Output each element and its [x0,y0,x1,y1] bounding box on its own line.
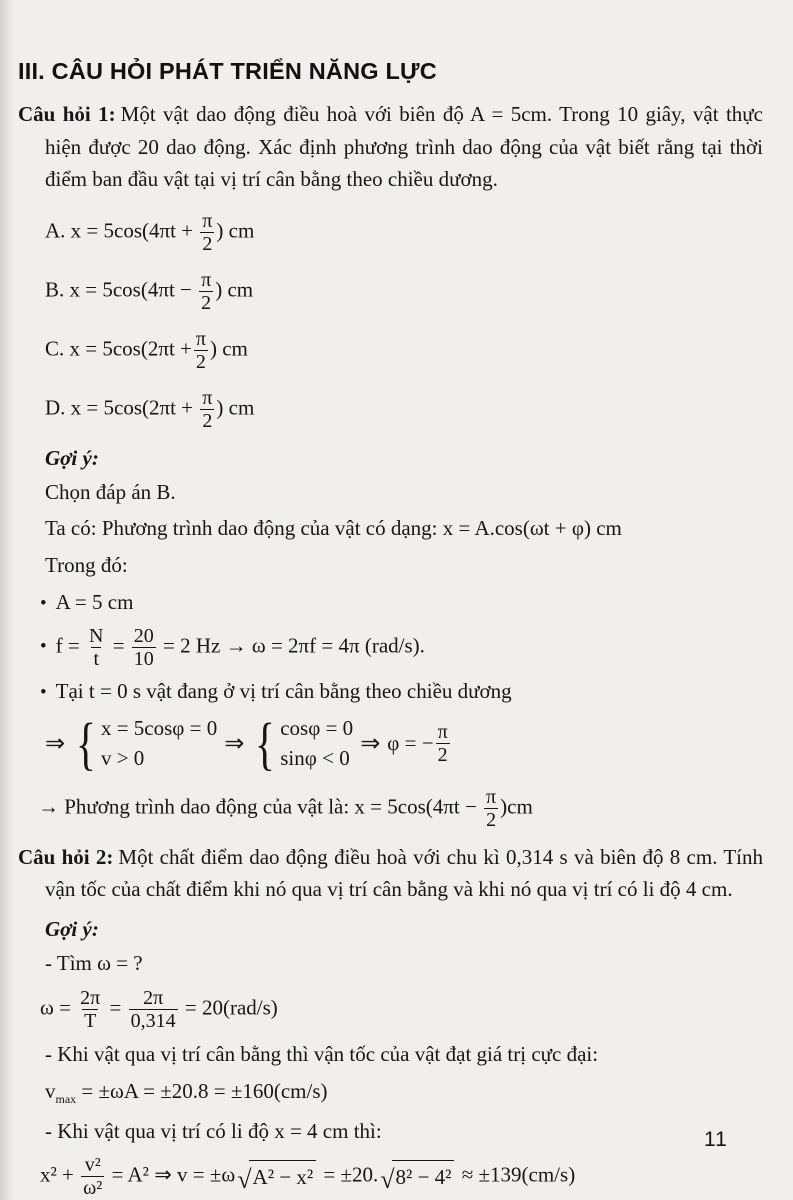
fraction [436,721,450,766]
radical-icon: √ [380,1165,395,1194]
radicand: A² − x² [249,1160,317,1193]
freq-pre: f = [55,633,85,658]
fraction-denominator: 2 [437,744,448,767]
question-1 [18,98,763,196]
choice-a-post: ) cm [216,217,255,242]
case-system-1 [72,711,218,777]
case-line: cosφ = 0 [280,716,354,741]
vmax-intro-line: - Khi vật qua vị trí cân bằng thì vận tốc của vật đạt giá trị cực đại: [45,1041,599,1066]
fraction-denominator: 2 [486,808,497,831]
freq-post: = 2 Hz → ω = 2πf = 4π (rad/s). [157,633,425,658]
fraction-denominator: T [84,1009,97,1032]
vmax-symbol: v [45,1079,56,1104]
initial-condition-text: Tại t = 0 s vật đang ở vị trí cân bằng theo chiều dương [55,679,512,704]
choice-b [45,269,763,314]
fraction [200,210,214,255]
amplitude-line [40,588,763,618]
question-2-text: Một chất điểm dao động điều hoà với chu kì 0,314 s và biên độ 8 cm. Tính vận tốc của chất điểm khi nó qua vị trí cân bằng và khi nó qua vị trí có li độ 4 cm. [45,844,763,902]
velocity-equation [40,1154,763,1199]
fraction [484,786,498,831]
veq-mid: = A² ⇒ v = ±ω [106,1162,236,1187]
veq-mid2: = ±20. [318,1162,379,1187]
omega-equation [40,987,763,1032]
hint-label-q1: Gợi ý: [45,445,99,470]
fraction-numerator: π [202,386,213,409]
bullet-icon: • [40,682,47,704]
implies-arrow-icon: ⇒ [45,731,66,758]
radical-icon: √ [237,1165,252,1194]
choice-c-post: ) cm [209,335,248,360]
amplitude-value: A = 5 cm [55,590,134,615]
omega-mid: = [104,994,127,1019]
fraction-numerator: π [486,785,497,808]
vmax-subscript: max [55,1092,77,1107]
final-equation-q1 [38,786,763,831]
choice-a-pre: A. x = 5cos(4πt + [45,217,199,242]
veq-post: ≈ ±139(cm/s) [456,1162,576,1187]
case-line: sinφ < 0 [280,745,350,770]
fraction [132,625,156,670]
fraction-numerator: 20 [133,625,154,648]
fraction-denominator: 2 [195,350,206,373]
square-root [380,1160,454,1193]
case-column [101,714,217,774]
case-line: x = 5cosφ = 0 [100,716,218,741]
fraction-denominator: 10 [133,648,154,671]
choice-d-pre: D. x = 5cos(2πt + [45,394,199,419]
radicand: 8² − 4² [392,1160,455,1193]
vmax-equation [45,1077,763,1108]
phase-conclusion [387,721,451,766]
implies-arrow-icon: ⇒ [224,731,245,758]
case-system-2 [251,711,354,777]
fraction [194,328,208,373]
choice-d [45,387,763,432]
fraction [199,269,213,314]
fraction-numerator: π [201,268,212,291]
li-do-intro-line: - Khi vật qua vị trí có li độ x = 4 cm thì: [45,1118,382,1143]
fraction-numerator: N [89,625,104,648]
system-of-equations [38,711,763,777]
question-2-label: Câu hỏi 2: [18,844,114,869]
hint-label-q2: Gợi ý: [45,916,99,941]
left-brace-icon: { [76,711,97,777]
bullet-icon: • [40,636,47,658]
case-column [280,714,353,774]
fraction [129,987,178,1032]
fraction-numerator: 2π [80,986,101,1009]
implies-arrow-icon: ⇒ [360,731,381,758]
fraction-numerator: 2π [143,986,164,1009]
equation-form-line: Ta có: Phương trình dao động của vật có dạng: x = A.cos(ωt + φ) cm [45,516,622,541]
question-2 [18,841,763,906]
fraction-denominator: 0,314 [130,1009,176,1032]
veq-pre: x² + [40,1162,80,1187]
page-number: 11 [704,1128,728,1151]
fraction-numerator: π [437,721,448,744]
fraction-numerator: π [202,209,213,232]
frequency-equation [40,625,763,670]
question-1-label: Câu hỏi 1: [18,102,116,126]
initial-condition-line [40,677,763,707]
bullet-icon: • [40,593,47,615]
fraction-numerator: π [195,327,206,350]
find-omega-line: - Tìm ω = ? [45,950,143,975]
fraction [200,387,214,432]
phase-pre: φ = − [387,731,434,756]
omega-pre: ω = [40,994,77,1019]
vmax-rest: = ±ωA = ±20.8 = ±160(cm/s) [76,1079,328,1104]
answer-choice-line: Chọn đáp án B. [45,479,176,504]
fraction [87,625,105,670]
trong-do-line: Trong đó: [45,553,128,578]
question-1-text: Một vật dao động điều hoà với biên độ A = 5cm. Trong 10 giây, vật thực hiện được 20 dao động. Xác định phương trình dao động của vật biết rằng tại thời điểm ban đầu vật tại vị trí cân bằng theo chiều dương. [45,102,763,192]
choice-b-pre: B. x = 5cos(4πt − [45,276,198,301]
fraction-denominator: 2 [201,291,212,314]
choice-c [45,328,763,373]
choice-a [45,210,763,255]
freq-mid: = [107,633,130,658]
fraction-denominator: 2 [202,409,213,432]
left-brace-icon: { [255,711,276,777]
omega-post: = 20(rad/s) [179,994,278,1019]
fraction-denominator: t [93,648,99,671]
fraction [81,1154,104,1199]
section-title: III. CÂU HỎI PHÁT TRIỂN NĂNG LỰC [18,58,437,84]
fraction [78,987,102,1032]
final-pre: → Phương trình dao động của vật là: x = 5cos(4πt − [38,793,483,818]
final-post: )cm [500,793,533,818]
choice-b-post: ) cm [215,276,254,301]
fraction-numerator: v² [84,1154,101,1177]
choice-c-pre: C. x = 5cos(2πt + [45,335,192,360]
fraction-denominator: 2 [202,232,213,255]
fraction-denominator: ω² [83,1177,103,1200]
case-line: v > 0 [100,745,145,770]
square-root [237,1160,316,1193]
choice-d-post: ) cm [216,394,255,419]
